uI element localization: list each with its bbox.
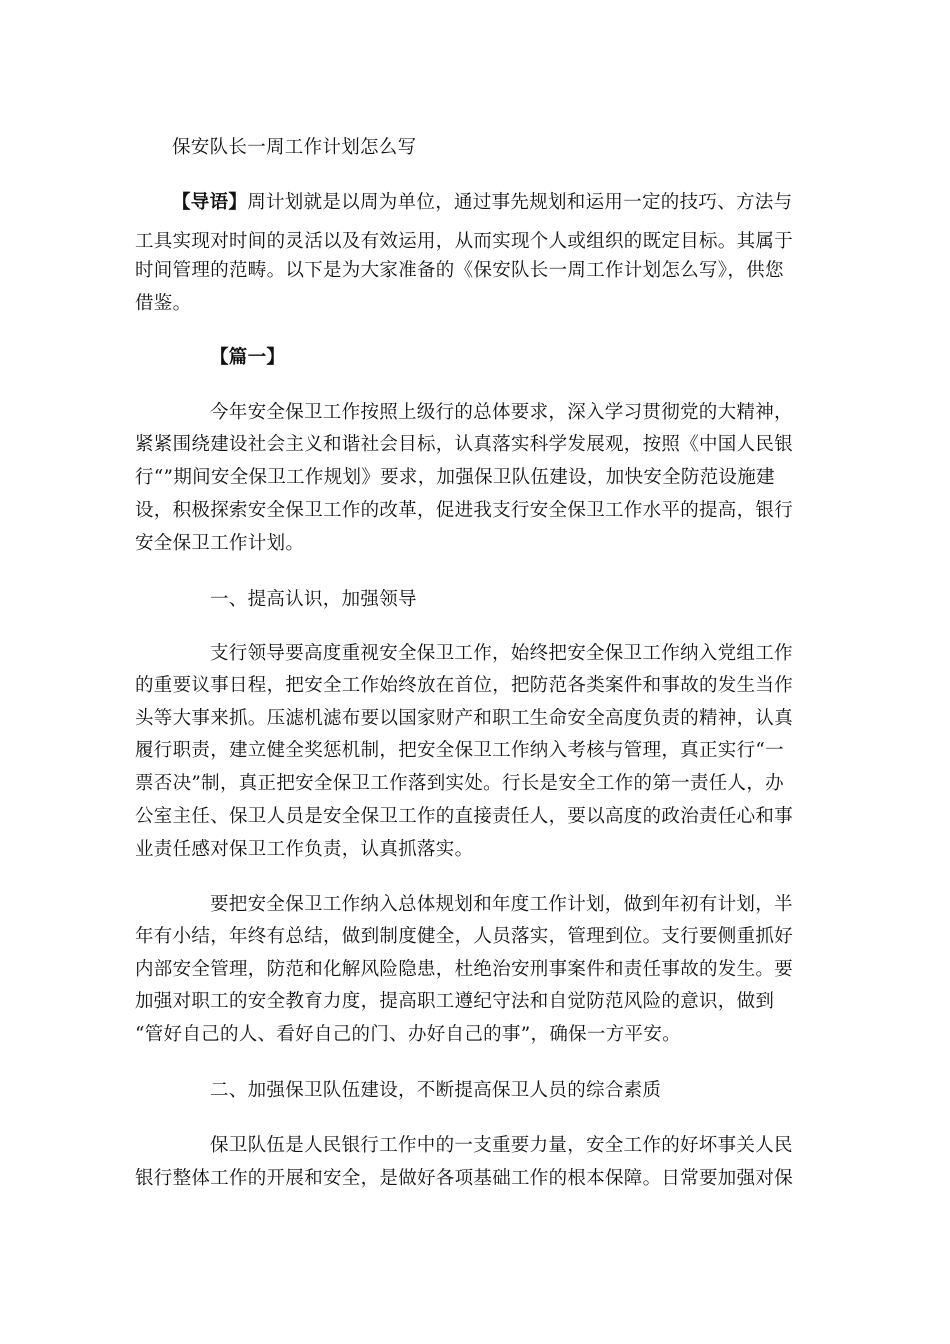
- paragraph-line: 年有小结，年终有总结，做到制度健全，人员落实，管理到位。支行要侧重抓好: [135, 926, 794, 947]
- paragraph-line: 加强对职工的安全教育力度，提高职工遵纪守法和自觉防范风险的意识，做到: [135, 991, 775, 1012]
- section-label: 【篇一】: [210, 347, 286, 368]
- paragraph-line: 今年安全保卫工作按照上级行的总体要求，深入学习贯彻党的大精神，: [210, 402, 793, 423]
- document-title: 保安队长一周工作计划怎么写: [172, 137, 417, 158]
- paragraph-line: 保卫队伍是人民银行工作中的一支重要力量，安全工作的好坏事关人民: [210, 1135, 793, 1156]
- paragraph-line: 履行职责，建立健全奖惩机制，把安全保卫工作纳入考核与管理，真正实行“一: [135, 740, 784, 761]
- intro-line-4: 借鉴。: [135, 293, 192, 314]
- paragraph-line: 票否决”制，真正把安全保卫工作落到实处。行长是安全工作的第一责任人，办: [135, 773, 784, 794]
- paragraph-line: 银行整体工作的开展和安全，是做好各项基础工作的根本保障。日常要加强对保: [135, 1168, 794, 1189]
- paragraph-line: 公室主任、保卫人员是安全保卫工作的直接责任人，要以高度的政治责任心和事: [135, 806, 794, 827]
- heading-2: 二、加强保卫队伍建设，不断提高保卫人员的综合素质: [210, 1080, 662, 1101]
- intro-line-1: [172, 191, 852, 215]
- paragraph-line: 业责任感对保卫工作负责，认真抓落实。: [135, 839, 474, 860]
- intro-line-2: 工具实现对时间的灵活以及有效运用，从而实现个人或组织的既定目标。其属于: [135, 231, 794, 252]
- paragraph-line: 头等大事来抓。压滤机滤布要以国家财产和职工生命安全高度负责的精神，认真: [135, 708, 794, 729]
- paragraph-line: 安全保卫工作计划。: [135, 533, 305, 554]
- paragraph-line: 支行领导要高度重视安全保卫工作，始终把安全保卫工作纳入党组工作: [210, 643, 793, 664]
- paragraph-line: 内部安全管理，防范和化解风险隐患，杜绝治安刑事案件和责任事故的发生。要: [135, 959, 794, 980]
- paragraph-line: 设，积极探索安全保卫工作的改革，促进我支行安全保卫工作水平的提高，银行: [135, 500, 794, 521]
- paragraph-line: 紧紧围绕建设社会主义和谐社会目标，认真落实科学发展观，按照《中国人民银: [135, 434, 794, 455]
- intro-tag: 【导语】: [172, 192, 248, 213]
- intro-text: 周计划就是以周为单位，通过事先规划和运用一定的技巧、方法与: [247, 192, 793, 213]
- paragraph-line: 行“”期间安全保卫工作规划》要求，加强保卫队伍建设，加快安全防范设施建: [135, 467, 775, 488]
- intro-line-3: 时间管理的范畴。以下是为大家准备的《保安队长一周工作计划怎么写》，供您: [135, 260, 784, 281]
- paragraph-line: 要把安全保卫工作纳入总体规划和年度工作计划，做到年初有计划，半: [210, 894, 793, 915]
- paragraph-line: 的重要议事日程，把安全工作始终放在首位，把防范各类案件和事故的发生当作: [135, 675, 794, 696]
- heading-1: 一、提高认识，加强领导: [210, 589, 417, 610]
- paragraph-line: “管好自己的人、看好自己的门、办好自己的事”，确保一方平安。: [135, 1024, 681, 1045]
